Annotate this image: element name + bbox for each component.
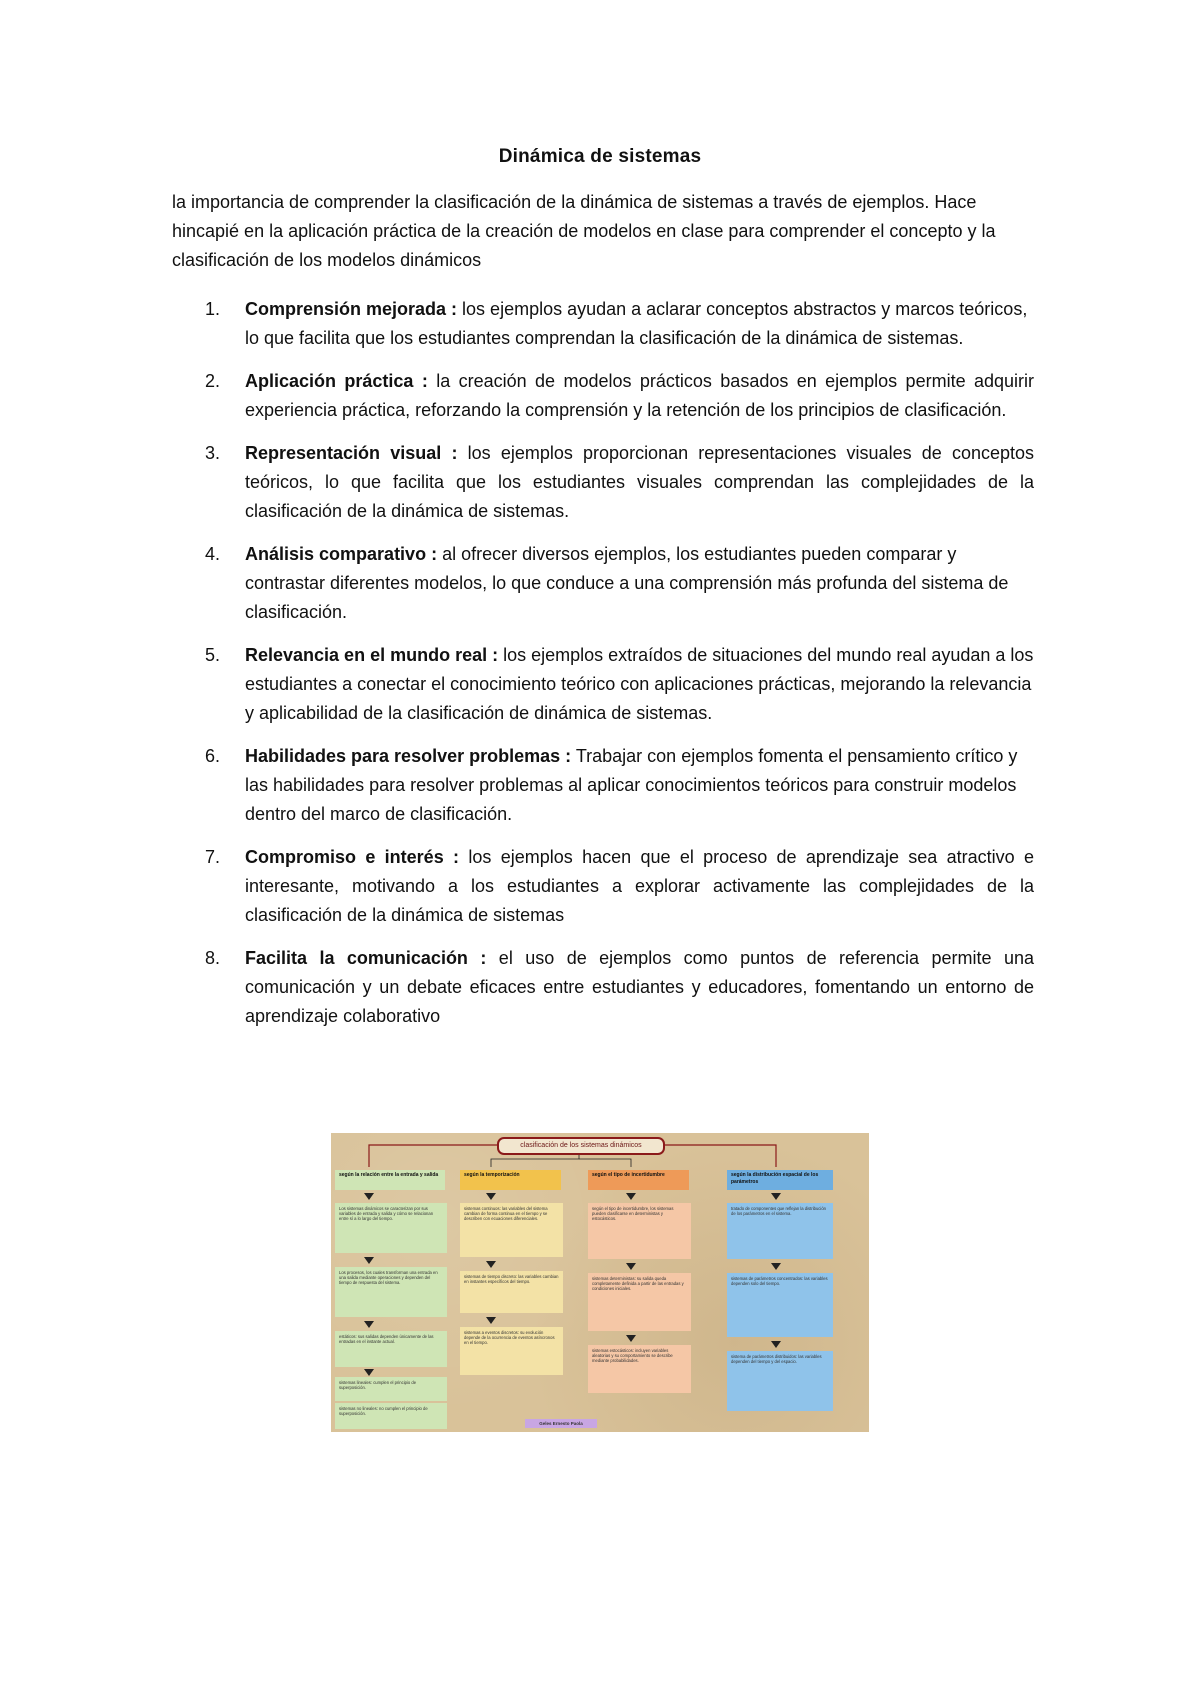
item-label: Representación visual (245, 443, 442, 463)
item-colon: : (441, 443, 458, 463)
down-arrow-icon (771, 1193, 781, 1200)
item-number: 7. (205, 847, 221, 867)
benefits-list (0, 295, 1200, 1045)
diagram-header-time: según la temporización (460, 1170, 561, 1190)
item-label: Comprensión mejorada (245, 299, 447, 319)
diagram-box: según el tipo de incertidumbre, los sistemas pueden clasificarse en deterministas y estocásticos. (588, 1203, 691, 1259)
item-text: el uso de ejemplos como puntos de referencia permite una comunicación y un debate eficaces entre estudiantes y educadores, fomentando un entorno de aprendizaje colaborativo (245, 948, 1034, 1026)
diagram-box: sistema de parámetros distribuidos: las variables dependen del tiempo y del espacio. (727, 1351, 833, 1411)
item-text: al ofrecer diversos ejemplos, los estudiantes pueden comparar y contrastar diferentes modelos, lo que conduce a una comprensión más profunda del sistema de clasificación. (245, 544, 1009, 622)
diagram-box: Los procesos, los cuales transforman una entrada en una salida mediante operaciones y dependen del tiempo de respuesta del sistema. (335, 1267, 447, 1317)
item-text: los ejemplos extraídos de situaciones del mundo real ayudan a los estudiantes a conectar el conocimiento teórico con aplicaciones prácticas, mejorando la relevancia y aplicabilidad de la clasificación de dinámica de sistemas. (245, 645, 1034, 723)
down-arrow-icon (486, 1193, 496, 1200)
list-item (0, 742, 1200, 829)
item-number: 5. (205, 645, 221, 665)
down-arrow-icon (626, 1263, 636, 1270)
intro-paragraph: la importancia de comprender la clasificación de la dinámica de sistemas a través de ejemplos. Hace hincapié en la aplicación práctica de la creación de modelos en clase para comprender el concepto y la clasificación de los modelos dinámicos (172, 192, 996, 270)
diagram-header-spatial: según la distribución espacial de los parámetros (727, 1170, 833, 1190)
list-item (0, 843, 1200, 930)
item-label: Facilita la comunicación (245, 948, 468, 968)
diagram-box: sistemas de tiempo discreto: las variables cambian en instantes específicos del tiempo. (460, 1271, 563, 1313)
item-colon: : (446, 299, 458, 319)
diagram-box: sistemas deterministas: su salida queda completamente definida a partir de las entradas y condiciones iniciales. (588, 1273, 691, 1331)
diagram-header-io: según la relación entre la entrada y salida (335, 1170, 445, 1190)
page-title: Dinámica de sistemas (498, 146, 702, 167)
diagram-box: sistemas no lineales: no cumplen el principio de superposición. (335, 1403, 447, 1429)
diagram-box: tratado de componentes que reflejan la distribución de los parámetros en el sistema. (727, 1203, 833, 1259)
item-text: los ejemplos proporcionan representaciones visuales de conceptos teóricos, lo que facilita que los estudiantes visuales comprendan las complejidades de la clasificación de la dinámica de sistemas. (245, 443, 1035, 521)
list-item (0, 367, 1200, 425)
item-number: 4. (205, 544, 221, 564)
down-arrow-icon (364, 1369, 374, 1376)
item-number: 1. (205, 299, 221, 319)
down-arrow-icon (771, 1263, 781, 1270)
diagram-box: sistemas lineales: cumplen el principio de superposición. (335, 1377, 447, 1401)
item-text: los ejemplos ayudan a aclarar conceptos abstractos y marcos teóricos, lo que facilita que los estudiantes comprendan la clasificación de la dinámica de sistemas. (245, 299, 1028, 348)
list-item (0, 439, 1200, 526)
item-number: 6. (205, 746, 221, 766)
list-item (0, 295, 1200, 353)
list-item (0, 540, 1200, 627)
item-colon: : (443, 847, 460, 867)
item-colon: : (413, 371, 428, 391)
item-number: 2. (205, 371, 221, 391)
down-arrow-icon (626, 1193, 636, 1200)
item-colon: : (487, 645, 499, 665)
item-label: Análisis comparativo (245, 544, 427, 564)
item-label: Relevancia en el mundo real (245, 645, 488, 665)
item-colon: : (560, 746, 572, 766)
down-arrow-icon (771, 1341, 781, 1348)
list-item (0, 641, 1200, 728)
diagram-box: sistemas a eventos discretos: su evolución depende de la ocurrencia de eventos asíncronos en el tiempo. (460, 1327, 563, 1375)
down-arrow-icon (486, 1261, 496, 1268)
item-colon: : (426, 544, 438, 564)
item-label: Aplicación práctica (245, 371, 414, 391)
diagram-box: estáticos: sus salidas dependen únicamente de las entradas en el instante actual. (335, 1331, 447, 1367)
item-colon: : (467, 948, 487, 968)
down-arrow-icon (626, 1335, 636, 1342)
diagram-author-label: Geles Ernesto Paola (525, 1419, 597, 1428)
classification-diagram (331, 1133, 869, 1432)
down-arrow-icon (364, 1193, 374, 1200)
item-text: la creación de modelos prácticos basados en ejemplos permite adquirir experiencia práctica, reforzando la comprensión y la retención de los principios de clasificación. (245, 371, 1034, 420)
item-text: los ejemplos hacen que el proceso de aprendizaje sea atractivo e interesante, motivando a los estudiantes a explorar activamente las complejidades de la clasificación de la dinámica de sistemas (245, 847, 1035, 925)
diagram-box: sistemas de parámetros concentrados: las variables dependen solo del tiempo. (727, 1273, 833, 1337)
diagram-title: clasificación de los sistemas dinámicos (497, 1137, 665, 1155)
diagram-box: Los sistemas dinámicos se caracterizan por sus variables de entrada y salida y cómo se relacionan entre sí a lo largo del tiempo. (335, 1203, 447, 1253)
list-item (0, 944, 1200, 1031)
item-label: Habilidades para resolver problemas (245, 746, 561, 766)
diagram-box: sistemas estocásticos: incluyen variables aleatorias y su comportamiento se describe mediante probabilidades. (588, 1345, 691, 1393)
diagram-header-uncertainty: según el tipo de incertidumbre (588, 1170, 689, 1190)
item-label: Compromiso e interés (245, 847, 444, 867)
item-text: Trabajar con ejemplos fomenta el pensamiento crítico y las habilidades para resolver problemas al aplicar conocimientos teóricos para construir modelos dentro del marco de clasificación. (245, 746, 1018, 824)
item-number: 3. (205, 443, 221, 463)
down-arrow-icon (364, 1321, 374, 1328)
down-arrow-icon (364, 1257, 374, 1264)
diagram-box: sistemas continuos: las variables del sistema cambian de forma continua en el tiempo y se describen con ecuaciones diferenciales. (460, 1203, 563, 1257)
down-arrow-icon (486, 1317, 496, 1324)
item-number: 8. (205, 948, 221, 968)
